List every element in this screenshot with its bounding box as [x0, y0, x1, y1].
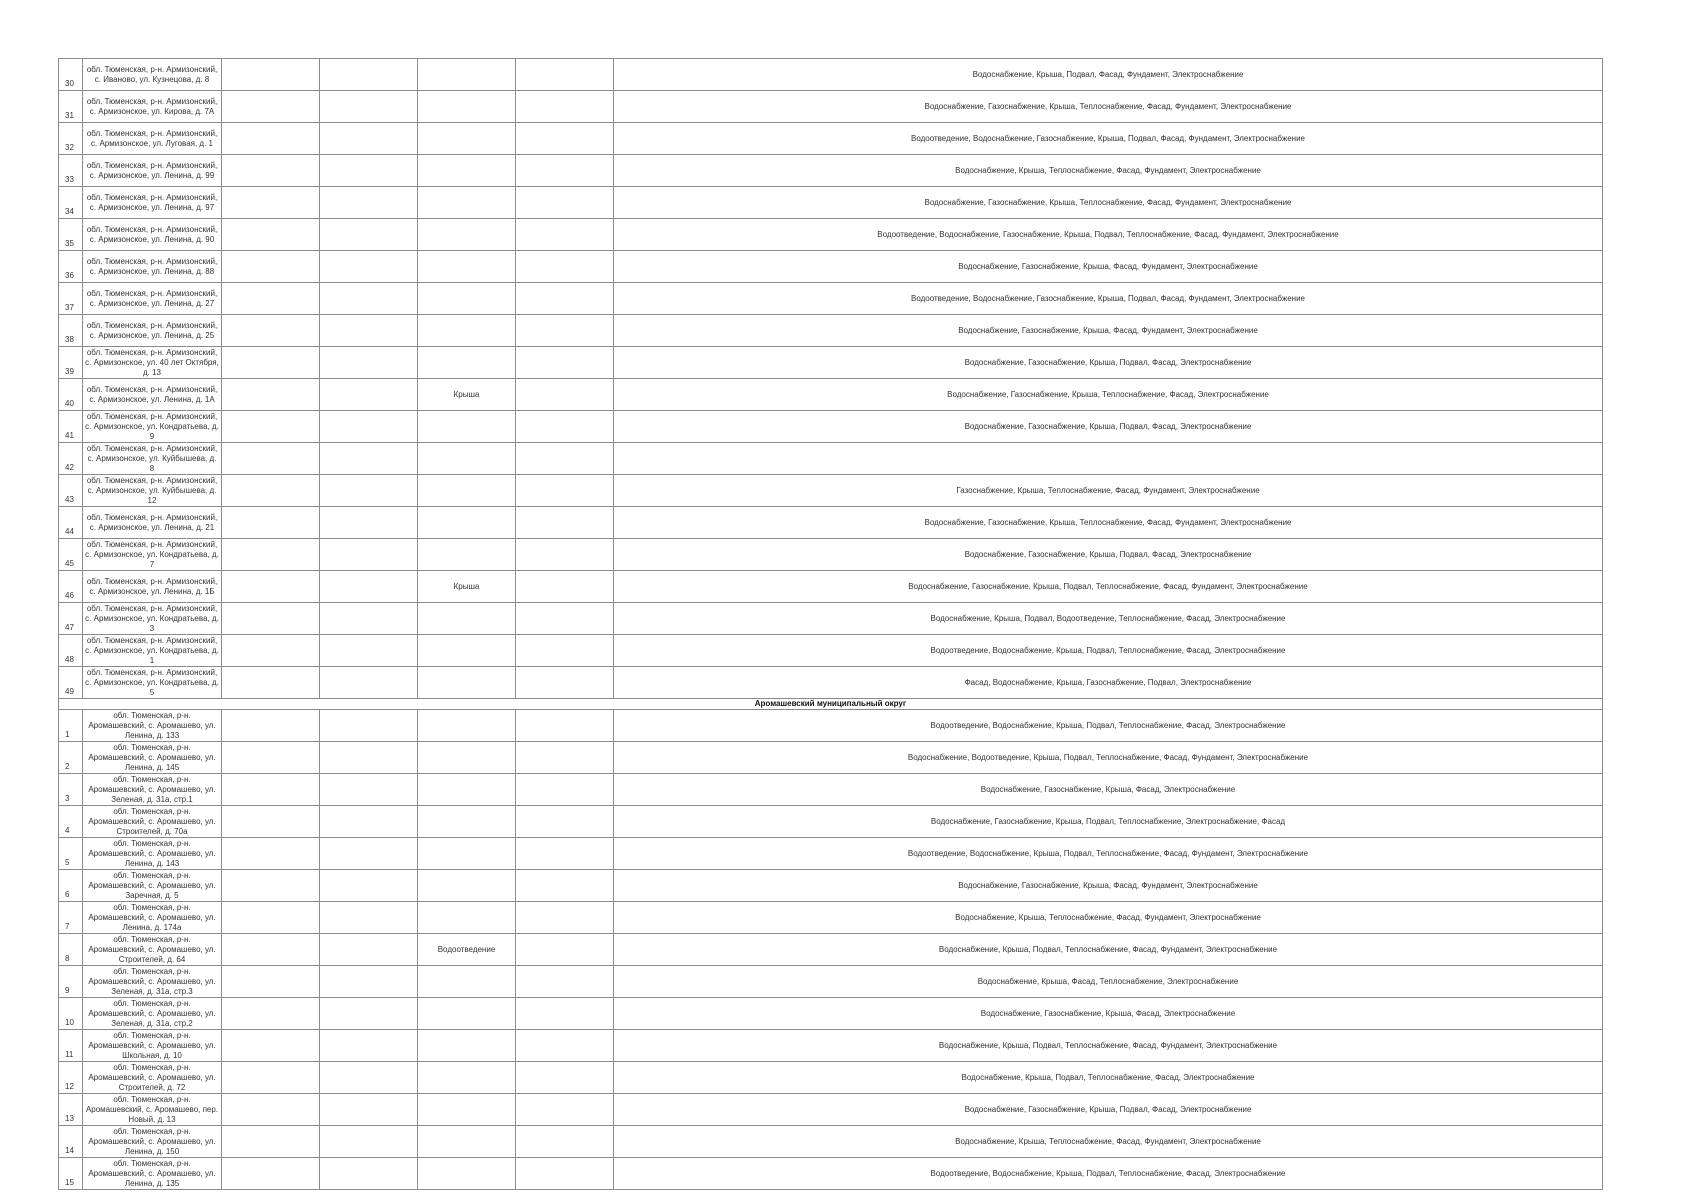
table-row	[59, 742, 1603, 774]
empty-cell	[320, 1030, 418, 1062]
works-list-cell: Водоотведение, Водоснабжение, Крыша, Подвал, Теплоснабжение, Фасад, Электроснабжение	[614, 710, 1603, 742]
row-number: 38	[59, 315, 83, 347]
address-cell: обл. Тюменская, р-н. Армизонский, с. Армизонское, ул. Кирова, д. 7А	[83, 91, 222, 123]
work-type-cell	[418, 283, 516, 315]
works-list-cell: Газоснабжение, Крыша, Теплоснабжение, Фасад, Фундамент, Электроснабжение	[614, 475, 1603, 507]
empty-cell	[320, 347, 418, 379]
empty-cell	[222, 251, 320, 283]
address-cell: обл. Тюменская, р-н. Армизонский, с. Армизонское, ул. Ленина, д. 1А	[83, 379, 222, 411]
works-list-cell: Водоотведение, Водоснабжение, Крыша, Подвал, Теплоснабжение, Фасад, Электроснабжение	[614, 635, 1603, 667]
empty-cell	[320, 806, 418, 838]
works-list-cell: Водоснабжение, Газоснабжение, Крыша, Подвал, Фасад, Электроснабжение	[614, 1094, 1603, 1126]
section-row	[59, 699, 1603, 710]
address-cell: обл. Тюменская, р-н. Армизонский, с. Армизонское, ул. 40 лет Октября, д. 13	[83, 347, 222, 379]
works-list-cell: Водоснабжение, Крыша, Теплоснабжение, Фасад, Фундамент, Электроснабжение	[614, 1126, 1603, 1158]
empty-cell	[516, 539, 614, 571]
work-type-cell	[418, 1158, 516, 1190]
row-number: 39	[59, 347, 83, 379]
empty-cell	[222, 1030, 320, 1062]
row-number: 45	[59, 539, 83, 571]
row-number: 46	[59, 571, 83, 603]
row-number: 47	[59, 603, 83, 635]
empty-cell	[320, 187, 418, 219]
empty-cell	[320, 966, 418, 998]
empty-cell	[222, 347, 320, 379]
row-number: 2	[59, 742, 83, 774]
empty-cell	[222, 411, 320, 443]
empty-cell	[222, 806, 320, 838]
empty-cell	[516, 59, 614, 91]
empty-cell	[320, 838, 418, 870]
work-type-cell	[418, 91, 516, 123]
works-list-cell: Водоснабжение, Крыша, Подвал, Водоотведение, Теплоснабжение, Фасад, Электроснабжение	[614, 603, 1603, 635]
address-cell: обл. Тюменская, р-н. Армизонский, с. Иваново, ул. Кузнецова, д. 8	[83, 59, 222, 91]
empty-cell	[222, 1126, 320, 1158]
works-list-cell	[614, 443, 1603, 475]
table-row	[59, 998, 1603, 1030]
works-list-cell: Водоснабжение, Газоснабжение, Крыша, Теплоснабжение, Фасад, Фундамент, Электроснабжение	[614, 91, 1603, 123]
row-number: 35	[59, 219, 83, 251]
works-list-cell: Водоснабжение, Крыша, Подвал, Фасад, Фундамент, Электроснабжение	[614, 59, 1603, 91]
table-row	[59, 443, 1603, 475]
empty-cell	[222, 667, 320, 699]
empty-cell	[222, 283, 320, 315]
empty-cell	[222, 934, 320, 966]
empty-cell	[516, 1030, 614, 1062]
table-row	[59, 91, 1603, 123]
empty-cell	[320, 315, 418, 347]
address-cell: обл. Тюменская, р-н. Аромашевский, с. Аромашево, ул. Строителей, д. 64	[83, 934, 222, 966]
address-cell: обл. Тюменская, р-н. Армизонский, с. Армизонское, ул. Кондратьева, д. 3	[83, 603, 222, 635]
empty-cell	[320, 155, 418, 187]
address-cell: обл. Тюменская, р-н. Армизонский, с. Армизонское, ул. Ленина, д. 27	[83, 283, 222, 315]
empty-cell	[516, 998, 614, 1030]
empty-cell	[222, 710, 320, 742]
empty-cell	[222, 187, 320, 219]
address-cell: обл. Тюменская, р-н. Аромашевский, с. Аромашево, ул. Строителей, д. 70а	[83, 806, 222, 838]
table-row	[59, 806, 1603, 838]
table-row	[59, 1094, 1603, 1126]
row-number: 34	[59, 187, 83, 219]
table-row	[59, 1062, 1603, 1094]
address-cell: обл. Тюменская, р-н. Аромашевский, с. Аромашево, ул. Строителей, д. 72	[83, 1062, 222, 1094]
empty-cell	[516, 411, 614, 443]
empty-cell	[222, 1062, 320, 1094]
empty-cell	[320, 283, 418, 315]
empty-cell	[222, 379, 320, 411]
empty-cell	[516, 635, 614, 667]
table-row	[59, 123, 1603, 155]
work-type-cell	[418, 635, 516, 667]
works-list-cell: Водоснабжение, Газоснабжение, Крыша, Фасад, Фундамент, Электроснабжение	[614, 870, 1603, 902]
empty-cell	[516, 507, 614, 539]
table-row	[59, 411, 1603, 443]
empty-cell	[516, 806, 614, 838]
table-row	[59, 251, 1603, 283]
empty-cell	[320, 667, 418, 699]
empty-cell	[222, 635, 320, 667]
empty-cell	[320, 1094, 418, 1126]
empty-cell	[222, 1094, 320, 1126]
empty-cell	[320, 774, 418, 806]
work-type-cell	[418, 710, 516, 742]
address-cell: обл. Тюменская, р-н. Аромашевский, с. Аромашево, ул. Ленина, д. 150	[83, 1126, 222, 1158]
empty-cell	[222, 838, 320, 870]
repair-table	[58, 58, 1603, 1190]
row-number: 11	[59, 1030, 83, 1062]
row-number: 1	[59, 710, 83, 742]
row-number: 14	[59, 1126, 83, 1158]
empty-cell	[320, 710, 418, 742]
works-list-cell: Водоснабжение, Крыша, Теплоснабжение, Фасад, Фундамент, Электроснабжение	[614, 155, 1603, 187]
empty-cell	[222, 1158, 320, 1190]
address-cell: обл. Тюменская, р-н. Армизонский, с. Армизонское, ул. Кондратьева, д. 5	[83, 667, 222, 699]
empty-cell	[222, 998, 320, 1030]
works-list-cell: Водоснабжение, Газоснабжение, Крыша, Теплоснабжение, Фасад, Фундамент, Электроснабжение	[614, 187, 1603, 219]
empty-cell	[516, 91, 614, 123]
work-type-cell	[418, 870, 516, 902]
empty-cell	[516, 902, 614, 934]
address-cell: обл. Тюменская, р-н. Аромашевский, с. Аромашево, ул. Ленина, д. 133	[83, 710, 222, 742]
table-row	[59, 603, 1603, 635]
work-type-cell: Водоотведение	[418, 934, 516, 966]
empty-cell	[222, 742, 320, 774]
row-number: 4	[59, 806, 83, 838]
row-number: 37	[59, 283, 83, 315]
table-row	[59, 187, 1603, 219]
address-cell: обл. Тюменская, р-н. Армизонский, с. Армизонское, ул. Кондратьева, д. 1	[83, 635, 222, 667]
work-type-cell	[418, 443, 516, 475]
empty-cell	[222, 902, 320, 934]
empty-cell	[222, 539, 320, 571]
empty-cell	[516, 838, 614, 870]
address-cell: обл. Тюменская, р-н. Аромашевский, с. Аромашево, ул. Школьная, д. 10	[83, 1030, 222, 1062]
empty-cell	[320, 1158, 418, 1190]
address-cell: обл. Тюменская, р-н. Армизонский, с. Армизонское, ул. Куйбышева, д. 8	[83, 443, 222, 475]
empty-cell	[516, 667, 614, 699]
empty-cell	[516, 443, 614, 475]
works-list-cell: Водоснабжение, Газоснабжение, Крыша, Фасад, Электроснабжение	[614, 998, 1603, 1030]
works-list-cell: Водоснабжение, Крыша, Подвал, Теплоснабжение, Фасад, Фундамент, Электроснабжение	[614, 1030, 1603, 1062]
empty-cell	[516, 870, 614, 902]
row-number: 32	[59, 123, 83, 155]
address-cell: обл. Тюменская, р-н. Армизонский, с. Армизонское, ул. Ленина, д. 88	[83, 251, 222, 283]
work-type-cell	[418, 667, 516, 699]
table-row	[59, 1126, 1603, 1158]
address-cell: обл. Тюменская, р-н. Аромашевский, с. Аромашево, ул. Ленина, д. 174а	[83, 902, 222, 934]
work-type-cell: Крыша	[418, 571, 516, 603]
empty-cell	[320, 475, 418, 507]
table-row	[59, 155, 1603, 187]
works-list-cell: Водоотведение, Водоснабжение, Крыша, Подвал, Теплоснабжение, Фасад, Электроснабжение	[614, 1158, 1603, 1190]
empty-cell	[516, 379, 614, 411]
table-row	[59, 507, 1603, 539]
address-cell: обл. Тюменская, р-н. Армизонский, с. Армизонское, ул. Кондратьева, д. 9	[83, 411, 222, 443]
works-list-cell: Водоснабжение, Крыша, Теплоснабжение, Фасад, Фундамент, Электроснабжение	[614, 902, 1603, 934]
empty-cell	[320, 251, 418, 283]
row-number: 31	[59, 91, 83, 123]
address-cell: обл. Тюменская, р-н. Армизонский, с. Армизонское, ул. Кондратьева, д. 7	[83, 539, 222, 571]
address-cell: обл. Тюменская, р-н. Аромашевский, с. Аромашево, ул. Ленина, д. 135	[83, 1158, 222, 1190]
works-list-cell: Водоотведение, Водоснабжение, Крыша, Подвал, Теплоснабжение, Фасад, Фундамент, Электроснабжение	[614, 838, 1603, 870]
table-row	[59, 475, 1603, 507]
row-number: 7	[59, 902, 83, 934]
table-row	[59, 1158, 1603, 1190]
table-row	[59, 870, 1603, 902]
work-type-cell	[418, 902, 516, 934]
row-number: 13	[59, 1094, 83, 1126]
table-row	[59, 219, 1603, 251]
table-row	[59, 347, 1603, 379]
row-number: 12	[59, 1062, 83, 1094]
address-cell: обл. Тюменская, р-н. Аромашевский, с. Аромашево, ул. Ленина, д. 145	[83, 742, 222, 774]
empty-cell	[222, 91, 320, 123]
works-list-cell: Водоснабжение, Газоснабжение, Крыша, Теплоснабжение, Фасад, Фундамент, Электроснабжение	[614, 507, 1603, 539]
table-row	[59, 635, 1603, 667]
table-row	[59, 966, 1603, 998]
address-cell: обл. Тюменская, р-н. Аромашевский, с. Аромашево, ул. Зеленая, д. 31а, стр.3	[83, 966, 222, 998]
empty-cell	[320, 411, 418, 443]
address-cell: обл. Тюменская, р-н. Аромашевский, с. Аромашево, пер. Новый, д. 13	[83, 1094, 222, 1126]
empty-cell	[516, 155, 614, 187]
row-number: 48	[59, 635, 83, 667]
address-cell: обл. Тюменская, р-н. Армизонский, с. Армизонское, ул. Ленина, д. 97	[83, 187, 222, 219]
empty-cell	[516, 603, 614, 635]
empty-cell	[222, 571, 320, 603]
work-type-cell	[418, 603, 516, 635]
address-cell: обл. Тюменская, р-н. Аромашевский, с. Аромашево, ул. Заречная, д. 5	[83, 870, 222, 902]
empty-cell	[320, 603, 418, 635]
table-row	[59, 539, 1603, 571]
address-cell: обл. Тюменская, р-н. Аромашевский, с. Аромашево, ул. Ленина, д. 143	[83, 838, 222, 870]
work-type-cell	[418, 187, 516, 219]
empty-cell	[320, 934, 418, 966]
table-row	[59, 571, 1603, 603]
works-list-cell: Водоснабжение, Газоснабжение, Крыша, Подвал, Теплоснабжение, Фасад, Фундамент, Электроснабжение	[614, 571, 1603, 603]
empty-cell	[222, 123, 320, 155]
empty-cell	[516, 283, 614, 315]
empty-cell	[516, 742, 614, 774]
empty-cell	[320, 571, 418, 603]
work-type-cell	[418, 742, 516, 774]
row-number: 9	[59, 966, 83, 998]
table-row	[59, 934, 1603, 966]
empty-cell	[222, 475, 320, 507]
empty-cell	[222, 59, 320, 91]
empty-cell	[516, 1158, 614, 1190]
works-list-cell: Фасад, Водоснабжение, Крыша, Газоснабжение, Подвал, Электроснабжение	[614, 667, 1603, 699]
row-number: 49	[59, 667, 83, 699]
table-row	[59, 710, 1603, 742]
empty-cell	[516, 774, 614, 806]
row-number: 15	[59, 1158, 83, 1190]
work-type-cell	[418, 838, 516, 870]
row-number: 6	[59, 870, 83, 902]
row-number: 36	[59, 251, 83, 283]
work-type-cell	[418, 966, 516, 998]
table-row	[59, 59, 1603, 91]
work-type-cell	[418, 475, 516, 507]
empty-cell	[222, 603, 320, 635]
table-row	[59, 667, 1603, 699]
work-type-cell	[418, 806, 516, 838]
empty-cell	[516, 475, 614, 507]
empty-cell	[516, 934, 614, 966]
work-type-cell	[418, 251, 516, 283]
works-list-cell: Водоснабжение, Газоснабжение, Крыша, Подвал, Фасад, Электроснабжение	[614, 411, 1603, 443]
row-number: 41	[59, 411, 83, 443]
empty-cell	[320, 902, 418, 934]
work-type-cell	[418, 315, 516, 347]
empty-cell	[222, 774, 320, 806]
empty-cell	[222, 966, 320, 998]
address-cell: обл. Тюменская, р-н. Армизонский, с. Армизонское, ул. Ленина, д. 99	[83, 155, 222, 187]
work-type-cell	[418, 219, 516, 251]
work-type-cell	[418, 1126, 516, 1158]
address-cell: обл. Тюменская, р-н. Армизонский, с. Армизонское, ул. Луговая, д. 1	[83, 123, 222, 155]
table-row	[59, 838, 1603, 870]
empty-cell	[320, 379, 418, 411]
section-title: Аромашевский муниципальный округ	[59, 699, 1603, 710]
work-type-cell: Крыша	[418, 379, 516, 411]
work-type-cell	[418, 539, 516, 571]
table-row	[59, 774, 1603, 806]
empty-cell	[320, 123, 418, 155]
works-list-cell: Водоснабжение, Крыша, Подвал, Теплоснабжение, Фасад, Фундамент, Электроснабжение	[614, 934, 1603, 966]
empty-cell	[516, 187, 614, 219]
work-type-cell	[418, 59, 516, 91]
row-number: 44	[59, 507, 83, 539]
empty-cell	[516, 710, 614, 742]
works-list-cell: Водоснабжение, Водоотведение, Крыша, Подвал, Теплоснабжение, Фасад, Фундамент, Электроснабжение	[614, 742, 1603, 774]
work-type-cell	[418, 411, 516, 443]
empty-cell	[516, 1062, 614, 1094]
works-list-cell: Водоотведение, Водоснабжение, Газоснабжение, Крыша, Подвал, Фасад, Фундамент, Электроснабжение	[614, 283, 1603, 315]
empty-cell	[516, 123, 614, 155]
works-list-cell: Водоснабжение, Газоснабжение, Крыша, Подвал, Фасад, Электроснабжение	[614, 539, 1603, 571]
table-row	[59, 379, 1603, 411]
work-type-cell	[418, 1030, 516, 1062]
empty-cell	[516, 1094, 614, 1126]
address-cell: обл. Тюменская, р-н. Армизонский, с. Армизонское, ул. Куйбышева, д. 12	[83, 475, 222, 507]
row-number: 30	[59, 59, 83, 91]
works-list-cell: Водоснабжение, Газоснабжение, Крыша, Фасад, Фундамент, Электроснабжение	[614, 315, 1603, 347]
empty-cell	[320, 539, 418, 571]
empty-cell	[320, 59, 418, 91]
empty-cell	[222, 443, 320, 475]
work-type-cell	[418, 347, 516, 379]
works-list-cell: Водоотведение, Водоснабжение, Газоснабжение, Крыша, Подвал, Теплоснабжение, Фасад, Фундамент, Электроснабжение	[614, 219, 1603, 251]
address-cell: обл. Тюменская, р-н. Армизонский, с. Армизонское, ул. Ленина, д. 21	[83, 507, 222, 539]
empty-cell	[516, 315, 614, 347]
empty-cell	[320, 507, 418, 539]
works-list-cell: Водоснабжение, Газоснабжение, Крыша, Подвал, Теплоснабжение, Электроснабжение, Фасад	[614, 806, 1603, 838]
empty-cell	[516, 571, 614, 603]
empty-cell	[516, 1126, 614, 1158]
work-type-cell	[418, 123, 516, 155]
row-number: 8	[59, 934, 83, 966]
empty-cell	[320, 219, 418, 251]
row-number: 33	[59, 155, 83, 187]
row-number: 42	[59, 443, 83, 475]
address-cell: обл. Тюменская, р-н. Армизонский, с. Армизонское, ул. Ленина, д. 90	[83, 219, 222, 251]
table-row	[59, 902, 1603, 934]
empty-cell	[516, 966, 614, 998]
empty-cell	[222, 507, 320, 539]
empty-cell	[320, 1062, 418, 1094]
empty-cell	[320, 870, 418, 902]
empty-cell	[516, 219, 614, 251]
empty-cell	[222, 870, 320, 902]
work-type-cell	[418, 1062, 516, 1094]
empty-cell	[320, 635, 418, 667]
empty-cell	[320, 1126, 418, 1158]
works-list-cell: Водоснабжение, Газоснабжение, Крыша, Теплоснабжение, Фасад, Электроснабжение	[614, 379, 1603, 411]
empty-cell	[320, 443, 418, 475]
row-number: 43	[59, 475, 83, 507]
empty-cell	[222, 219, 320, 251]
empty-cell	[516, 347, 614, 379]
empty-cell	[516, 251, 614, 283]
address-cell: обл. Тюменская, р-н. Аромашевский, с. Аромашево, ул. Зеленая, д. 31а, стр.1	[83, 774, 222, 806]
row-number: 3	[59, 774, 83, 806]
works-list-cell: Водоснабжение, Газоснабжение, Крыша, Фасад, Фундамент, Электроснабжение	[614, 251, 1603, 283]
empty-cell	[320, 91, 418, 123]
address-cell: обл. Тюменская, р-н. Армизонский, с. Армизонское, ул. Ленина, д. 25	[83, 315, 222, 347]
row-number: 40	[59, 379, 83, 411]
empty-cell	[222, 155, 320, 187]
work-type-cell	[418, 155, 516, 187]
address-cell: обл. Тюменская, р-н. Аромашевский, с. Аромашево, ул. Зеленая, д. 31а, стр.2	[83, 998, 222, 1030]
works-list-cell: Водоотведение, Водоснабжение, Газоснабжение, Крыша, Подвал, Фасад, Фундамент, Электроснабжение	[614, 123, 1603, 155]
empty-cell	[320, 742, 418, 774]
work-type-cell	[418, 774, 516, 806]
table-row	[59, 283, 1603, 315]
works-list-cell: Водоснабжение, Крыша, Фасад, Теплоснабжение, Электроснабжение	[614, 966, 1603, 998]
work-type-cell	[418, 1094, 516, 1126]
table-row	[59, 1030, 1603, 1062]
empty-cell	[320, 998, 418, 1030]
works-list-cell: Водоснабжение, Газоснабжение, Крыша, Подвал, Фасад, Электроснабжение	[614, 347, 1603, 379]
document-sheet	[58, 58, 1603, 1190]
row-number: 10	[59, 998, 83, 1030]
row-number: 5	[59, 838, 83, 870]
works-list-cell: Водоснабжение, Крыша, Подвал, Теплоснабжение, Фасад, Электроснабжение	[614, 1062, 1603, 1094]
work-type-cell	[418, 507, 516, 539]
empty-cell	[222, 315, 320, 347]
address-cell: обл. Тюменская, р-н. Армизонский, с. Армизонское, ул. Ленина, д. 1Б	[83, 571, 222, 603]
work-type-cell	[418, 998, 516, 1030]
works-list-cell: Водоснабжение, Газоснабжение, Крыша, Фасад, Электроснабжение	[614, 774, 1603, 806]
table-row	[59, 315, 1603, 347]
